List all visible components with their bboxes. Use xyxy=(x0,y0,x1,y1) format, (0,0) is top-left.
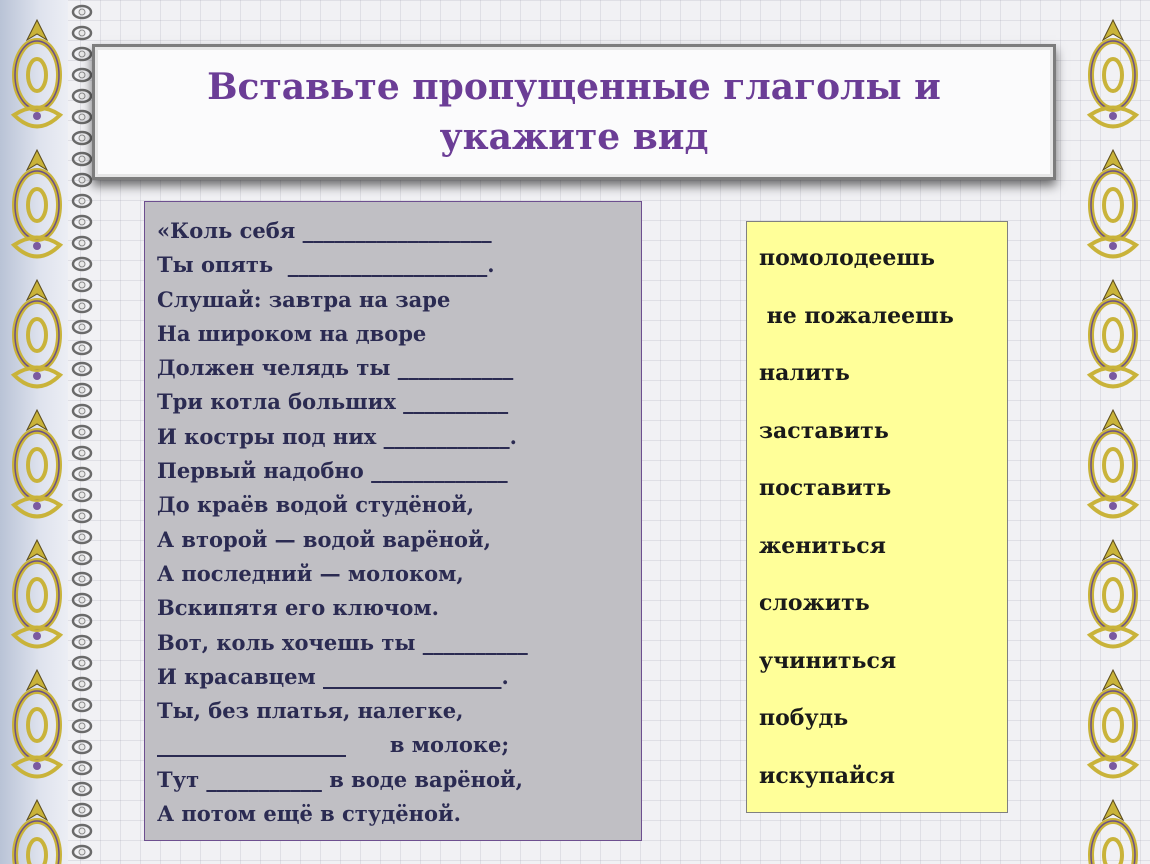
page-title: Вставьте пропущенные глаголы и укажите вид xyxy=(207,66,941,158)
binding-ring xyxy=(73,699,91,711)
binding-ring xyxy=(73,468,91,480)
ornament-motif xyxy=(1090,670,1136,777)
binding-ring xyxy=(73,762,91,774)
binding-ring xyxy=(73,174,91,186)
word-bank-item: сложить xyxy=(759,590,870,616)
word-bank-item: поставить xyxy=(759,475,892,501)
ornament-motif xyxy=(1090,800,1136,864)
poem-box xyxy=(144,201,642,841)
binding-ring xyxy=(73,594,91,606)
word-bank-item: заставить xyxy=(759,417,889,444)
binding-ring xyxy=(73,342,91,354)
binding-ring xyxy=(73,279,91,291)
poem-line: «Коль себя __________________ xyxy=(157,218,492,243)
ornament-motif xyxy=(1090,20,1136,127)
ornament-motif xyxy=(14,410,60,517)
poem-line: Вот, коль хочешь ты __________ xyxy=(157,629,528,655)
binding-ring xyxy=(73,258,91,270)
poem-line: Тут ___________ в воде варёной, xyxy=(157,766,523,792)
word-bank-box xyxy=(746,221,1008,813)
poem-line: Ты, без платья, налегке, xyxy=(157,698,464,724)
word-bank-item: жениться xyxy=(759,532,886,559)
word-bank-item: учиниться xyxy=(759,647,897,674)
poem-line: А потом ещё в студёной. xyxy=(157,801,461,827)
word-bank-item: налить xyxy=(759,360,850,386)
poem-line: Должен челядь ты ___________ xyxy=(157,355,514,381)
poem-line: Первый надобно _____________ xyxy=(157,458,508,484)
binding-ring xyxy=(73,447,91,459)
ornament-motif xyxy=(14,150,60,257)
poem-line: А второй — водой варёной, xyxy=(157,526,491,552)
poem-line: Вскипятя его ключом. xyxy=(157,595,439,621)
poem-line: На широком на дворе xyxy=(157,320,427,346)
binding-ring xyxy=(73,804,91,816)
binding-ring xyxy=(73,216,91,228)
binding-ring xyxy=(73,48,91,60)
poem-line: До краёв водой студёной, xyxy=(157,492,475,518)
binding-ring xyxy=(73,384,91,396)
binding-ring xyxy=(73,90,91,102)
binding-ring xyxy=(73,741,91,753)
binding-ring xyxy=(73,405,91,417)
binding-ring xyxy=(73,6,91,18)
binding-ring xyxy=(73,69,91,81)
word-bank-item: не пожалеешь xyxy=(759,302,954,329)
binding-ring xyxy=(73,531,91,543)
title-box xyxy=(92,44,1056,180)
poem-line: И красавцем _________________. xyxy=(157,663,509,689)
ornament-motif xyxy=(14,20,60,127)
ornament-motif xyxy=(14,540,60,647)
poem-line: Три котла больших __________ xyxy=(157,389,509,415)
ornament-motif xyxy=(1090,280,1136,387)
binding-ring xyxy=(73,300,91,312)
binding-ring xyxy=(73,783,91,795)
word-bank-item: побудь xyxy=(759,705,849,731)
poem-line: __________________ в молоке; xyxy=(157,732,510,758)
binding-ring xyxy=(73,111,91,123)
binding-ring xyxy=(73,426,91,438)
ornament-motif xyxy=(1090,540,1136,647)
ornament-motif xyxy=(1090,410,1136,517)
ornament-motif xyxy=(14,280,60,387)
binding-ring xyxy=(73,132,91,144)
poem-line: А последний — молоком, xyxy=(157,560,464,586)
binding-ring xyxy=(73,846,91,858)
binding-ring xyxy=(73,363,91,375)
word-bank-item: искупайся xyxy=(759,762,896,789)
binding-ring xyxy=(73,825,91,837)
binding-ring xyxy=(73,720,91,732)
poem-line: Ты опять ___________________. xyxy=(157,252,495,278)
binding-ring xyxy=(73,489,91,501)
binding-ring xyxy=(73,237,91,249)
binding-ring xyxy=(73,636,91,648)
binding-ring xyxy=(73,678,91,690)
ornament-motif xyxy=(14,670,60,777)
binding-ring xyxy=(73,657,91,669)
binding-ring xyxy=(73,321,91,333)
left-ornament-border xyxy=(2,0,72,864)
binding-ring xyxy=(73,615,91,627)
ornament-motif xyxy=(14,800,60,864)
poem-line: И костры под них ____________. xyxy=(157,423,517,449)
binding-ring xyxy=(73,510,91,522)
ornament-motif xyxy=(1090,150,1136,257)
right-ornament-border xyxy=(1078,0,1148,864)
binding-ring xyxy=(73,27,91,39)
poem-line: Слушай: завтра на заре xyxy=(157,286,451,312)
binding-ring xyxy=(73,552,91,564)
word-bank-item: помолодеешь xyxy=(759,245,935,271)
binding-ring xyxy=(73,153,91,165)
binding-ring xyxy=(73,195,91,207)
binding-ring xyxy=(73,573,91,585)
